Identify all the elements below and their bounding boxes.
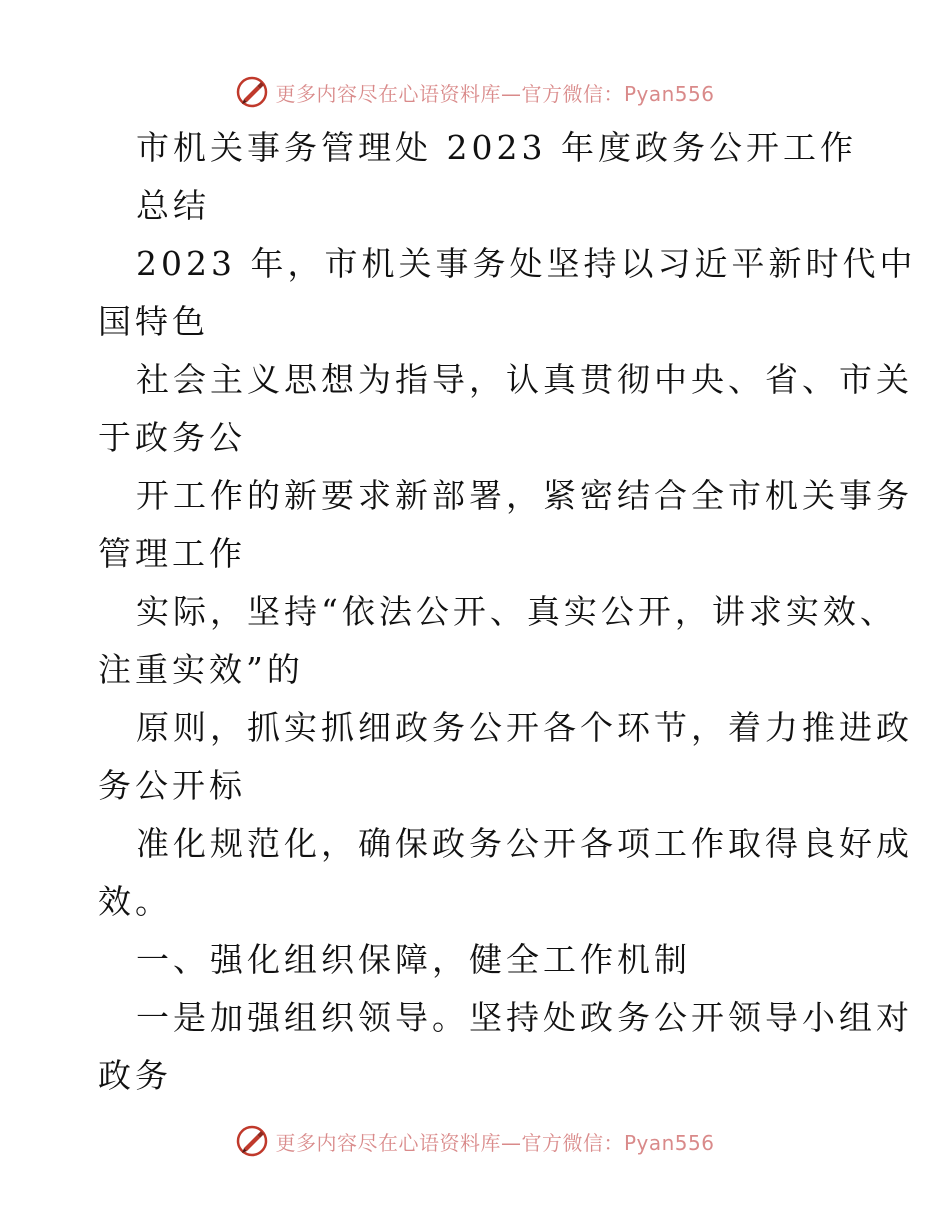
paragraph-line: 原则，抓实抓细政务公开各个环节，着力推进政 [136,708,913,747]
paragraph-line: 开工作的新要求新部署，紧密结合全市机关事务 [136,476,913,515]
watermark-text: 更多内容尽在心语资料库—官方微信：Pyan556 [275,1130,715,1155]
paragraph-line: 2023 年，市机关事务处坚持以习近平新时代中 [136,244,917,283]
paragraph-line: 国特色 [98,302,209,341]
pen-logo-icon [235,75,269,109]
section-heading: 一、强化组织保障，健全工作机制 [136,940,691,979]
paragraph-line: 注重实效”的 [98,650,304,689]
paragraph-line: 准化规范化，确保政务公开各项工作取得良好成 [136,824,913,863]
watermark-text: 更多内容尽在心语资料库—官方微信：Pyan556 [275,81,715,106]
document-title-line-2: 总结 [136,186,210,225]
paragraph-line: 一是加强组织领导。坚持处政务公开领导小组对 [136,998,913,1037]
paragraph-line: 效。 [98,882,172,921]
paragraph-line: 于政务公 [98,418,246,457]
watermark-header [0,72,950,112]
watermark-footer [0,1121,950,1161]
paragraph-line: 务公开标 [98,766,246,805]
paragraph-line: 政务 [98,1056,172,1095]
pen-logo-icon [235,1124,269,1158]
paragraph-line: 社会主义思想为指导，认真贯彻中央、省、市关 [136,360,913,399]
paragraph-line: 实际，坚持“依法公开、真实公开，讲求实效、 [136,592,897,631]
document-title-line-1: 市机关事务管理处 2023 年度政务公开工作 [136,128,857,167]
paragraph-line: 管理工作 [98,534,246,573]
